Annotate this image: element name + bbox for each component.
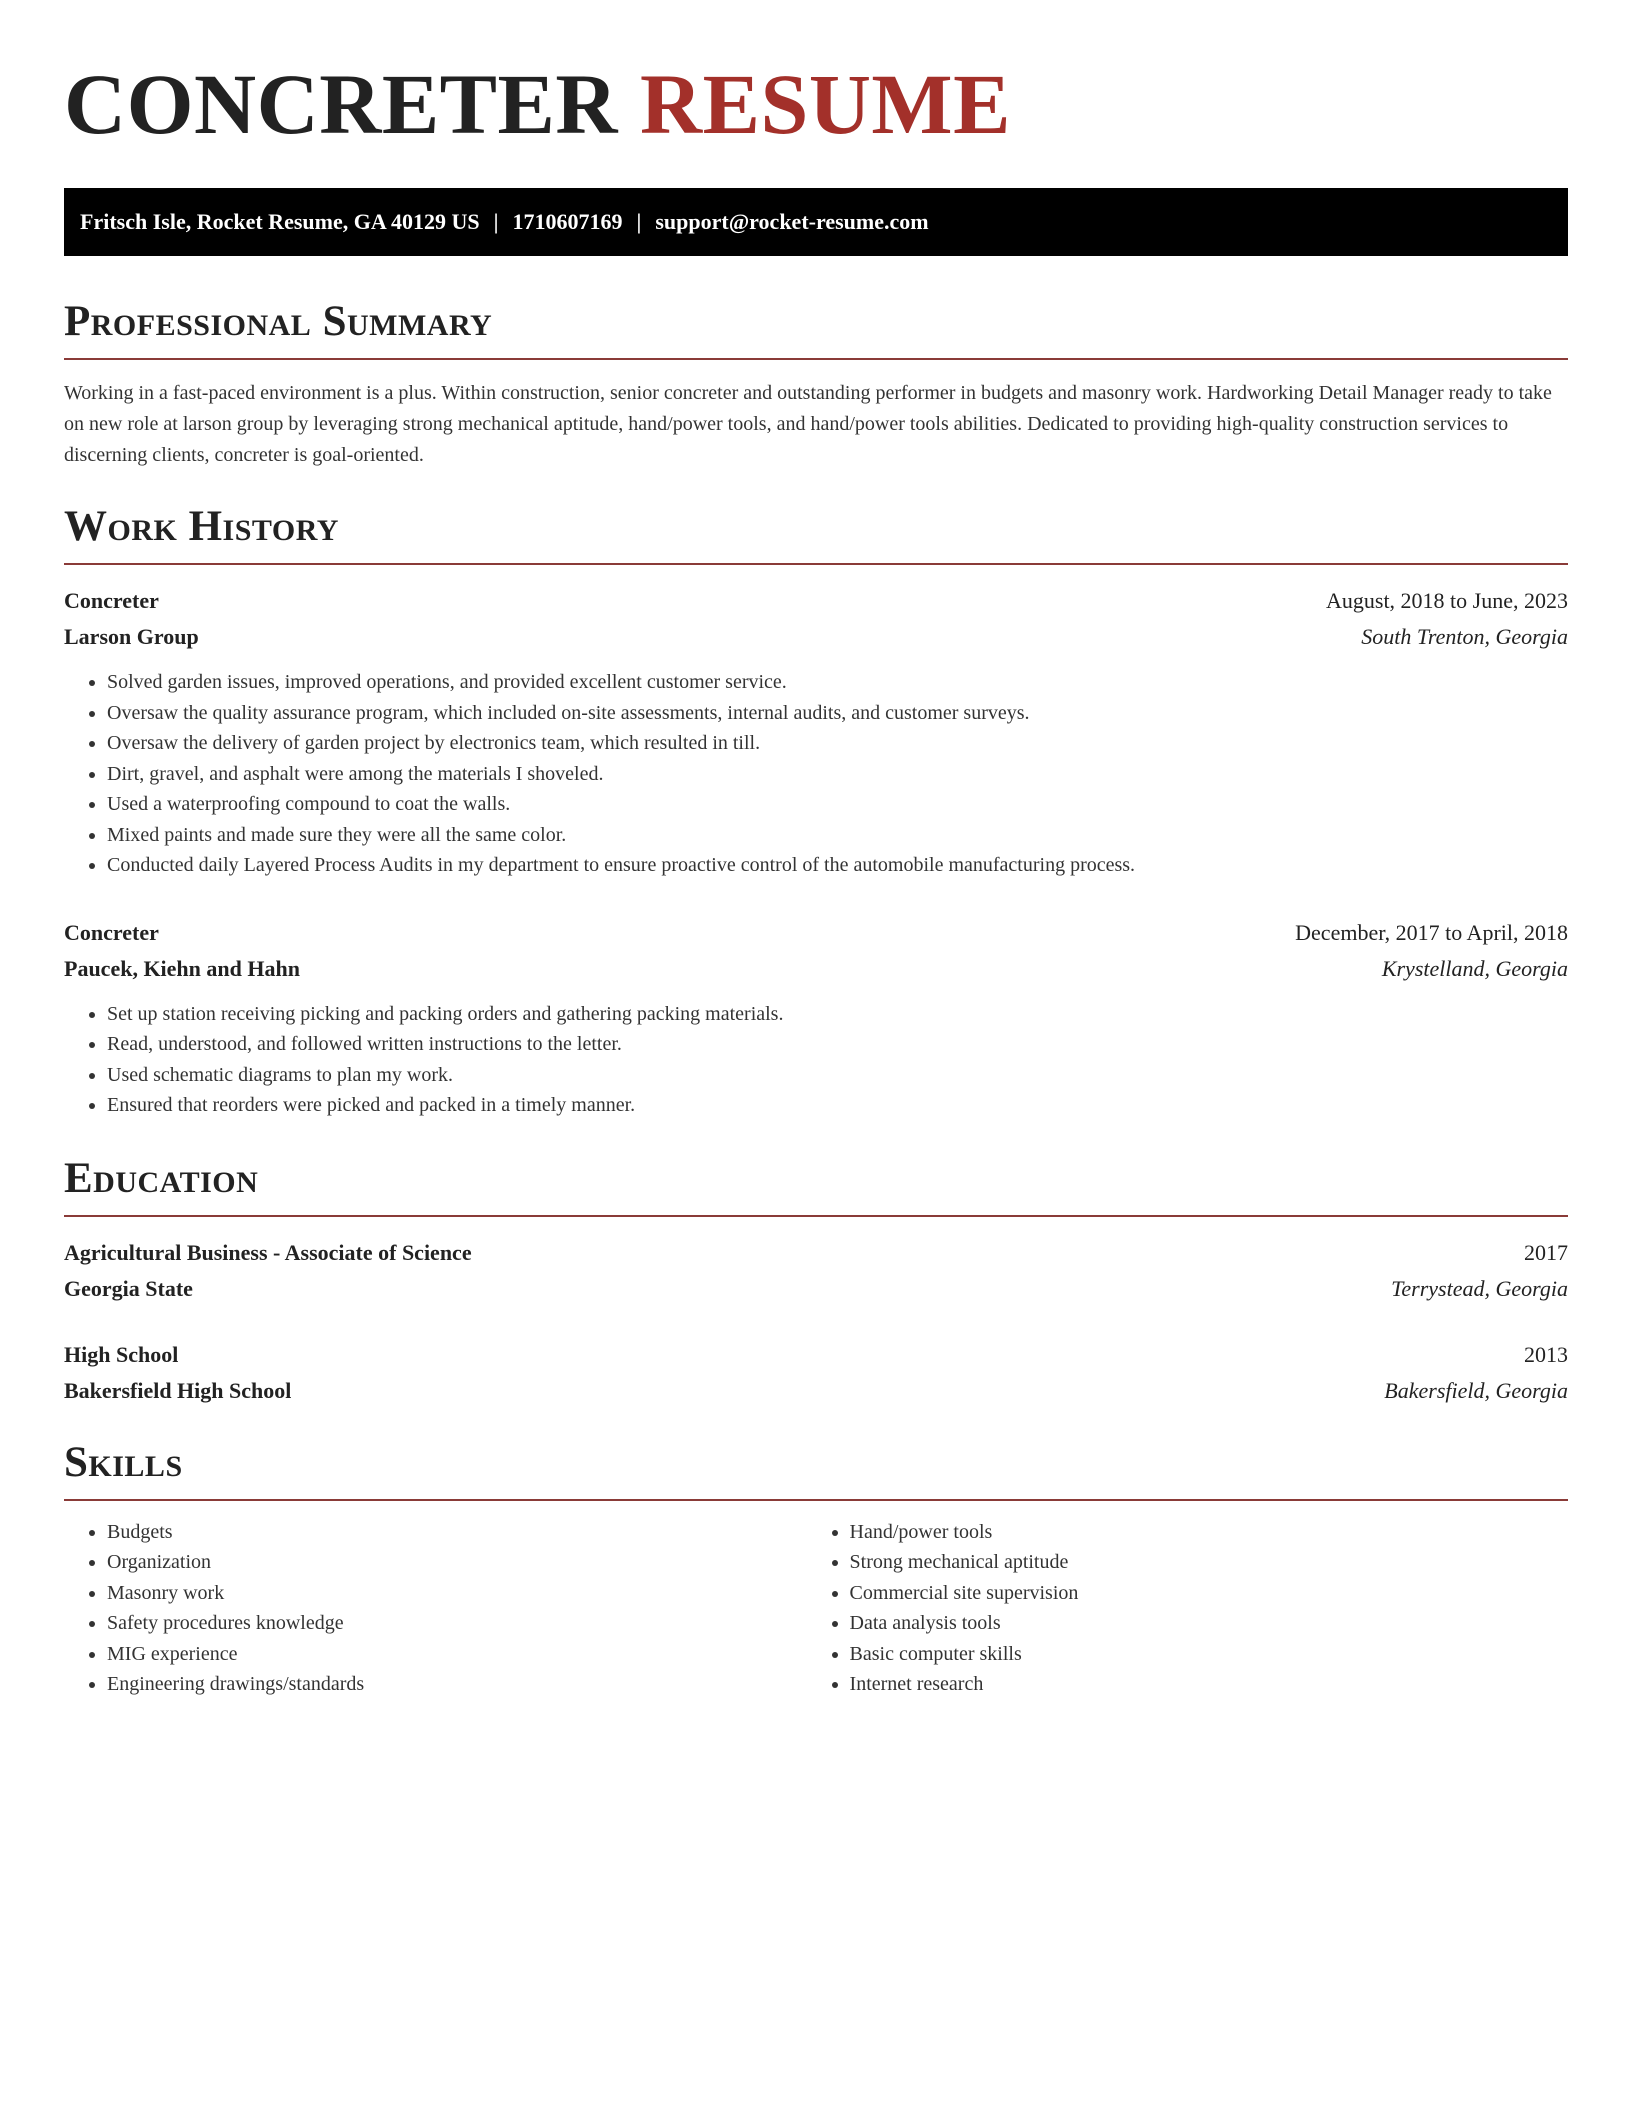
job-bullet: • Mixed paints and made sure they were all the same color. — [107, 820, 1568, 851]
education-school: Georgia State — [64, 1275, 193, 1301]
education-degree-row — [64, 1337, 1568, 1373]
job-bullet: • Solved garden issues, improved operations, and provided excellent customer service. — [107, 667, 1568, 698]
education-year: 2017 — [1524, 1239, 1568, 1265]
section-heading-education: Education — [64, 1153, 1568, 1217]
job-bullet-list — [64, 667, 1568, 881]
skill-item: • Internet research — [850, 1669, 1568, 1700]
education-entry — [64, 1337, 1568, 1409]
contact-separator: | — [636, 209, 642, 234]
summary-text: Working in a fast-paced environment is a plus. Within construction, senior concreter and outstanding performer in budgets and masonry work. Hardworking Detail Manager ready to take on new role at larson group by leveraging strong mechanical aptitude, hand/power tools, and hand/power tools abilities. Dedicated to providing high-quality construction services to discerning clients, concreter is goal-oriented. — [64, 382, 1552, 466]
job-bullet: • Oversaw the quality assurance program, which included on-site assessments, internal audits, and customer surveys. — [107, 698, 1568, 729]
skill-item: • Data analysis tools — [850, 1608, 1568, 1639]
skill-item: • Basic computer skills — [850, 1639, 1568, 1670]
skill-item: • Engineering drawings/standards — [107, 1669, 807, 1700]
job-bullet: • Used schematic diagrams to plan my work. — [107, 1060, 1568, 1091]
education-school-row — [64, 1271, 1568, 1307]
job-dates: August, 2018 to June, 2023 — [1326, 588, 1568, 613]
job-title: Concreter — [64, 919, 159, 945]
contact-phone: 1710607169 — [512, 209, 623, 234]
education-location: Terrystead, Georgia — [1391, 1275, 1568, 1301]
job-entry — [64, 915, 1568, 1121]
job-header-row — [64, 583, 1568, 619]
job-location: South Trenton, Georgia — [1361, 624, 1568, 649]
education-entry — [64, 1235, 1568, 1307]
job-dates: December, 2017 to April, 2018 — [1295, 919, 1568, 945]
job-bullet: • Ensured that reorders were picked and packed in a timely manner. — [107, 1090, 1568, 1121]
contact-separator: | — [493, 209, 499, 234]
skills-columns — [64, 1517, 1568, 1700]
job-company-row — [64, 951, 1568, 987]
contact-bar — [64, 188, 1568, 256]
skill-item: • Masonry work — [107, 1578, 807, 1609]
title-word-resume: RESUME — [640, 56, 1011, 152]
job-location: Krystelland, Georgia — [1381, 955, 1568, 981]
skill-item: • Organization — [107, 1547, 807, 1578]
skill-item: • Budgets — [107, 1517, 807, 1548]
education-degree-row — [64, 1235, 1568, 1271]
skill-item: • Commercial site supervision — [850, 1578, 1568, 1609]
job-company-row — [64, 619, 1568, 655]
job-bullet: • Dirt, gravel, and asphalt were among the materials I shoveled. — [107, 759, 1568, 790]
section-heading-summary: Professional Summary — [64, 296, 1568, 360]
skill-item: • Safety procedures knowledge — [107, 1608, 807, 1639]
resume-title — [64, 58, 1568, 150]
job-bullet-list — [64, 999, 1568, 1121]
job-company: Paucek, Kiehn and Hahn — [64, 955, 300, 981]
skills-list-left — [64, 1517, 807, 1700]
education-school: Bakersfield High School — [64, 1377, 292, 1403]
job-entry — [64, 583, 1568, 881]
job-bullet: • Used a waterproofing compound to coat the walls. — [107, 789, 1568, 820]
skill-item: • Strong mechanical aptitude — [850, 1547, 1568, 1578]
education-degree: High School — [64, 1341, 179, 1367]
job-bullet: • Conducted daily Layered Process Audits in my department to ensure proactive control of the automobile manufacturing process. — [107, 850, 1568, 881]
education-degree: Agricultural Business - Associate of Science — [64, 1239, 472, 1265]
education-location: Bakersfield, Georgia — [1384, 1377, 1568, 1403]
education-school-row — [64, 1373, 1568, 1409]
job-bullet: • Read, understood, and followed written instructions to the letter. — [107, 1029, 1568, 1060]
section-heading-work-history: Work History — [64, 501, 1568, 565]
job-header-row — [64, 915, 1568, 951]
education-year: 2013 — [1524, 1341, 1568, 1367]
title-word-role: CONCRETER — [64, 56, 619, 152]
contact-address: Fritsch Isle, Rocket Resume, GA 40129 US — [80, 209, 480, 234]
contact-email: support@rocket-resume.com — [655, 209, 929, 234]
skill-item: • Hand/power tools — [850, 1517, 1568, 1548]
skills-list-right — [807, 1517, 1568, 1700]
job-title: Concreter — [64, 588, 159, 613]
job-bullet: • Oversaw the delivery of garden project by electronics team, which resulted in till. — [107, 728, 1568, 759]
section-heading-skills: Skills — [64, 1437, 1568, 1501]
job-company: Larson Group — [64, 624, 199, 649]
skill-item: • MIG experience — [107, 1639, 807, 1670]
job-bullet: • Set up station receiving picking and packing orders and gathering packing materials. — [107, 999, 1568, 1030]
